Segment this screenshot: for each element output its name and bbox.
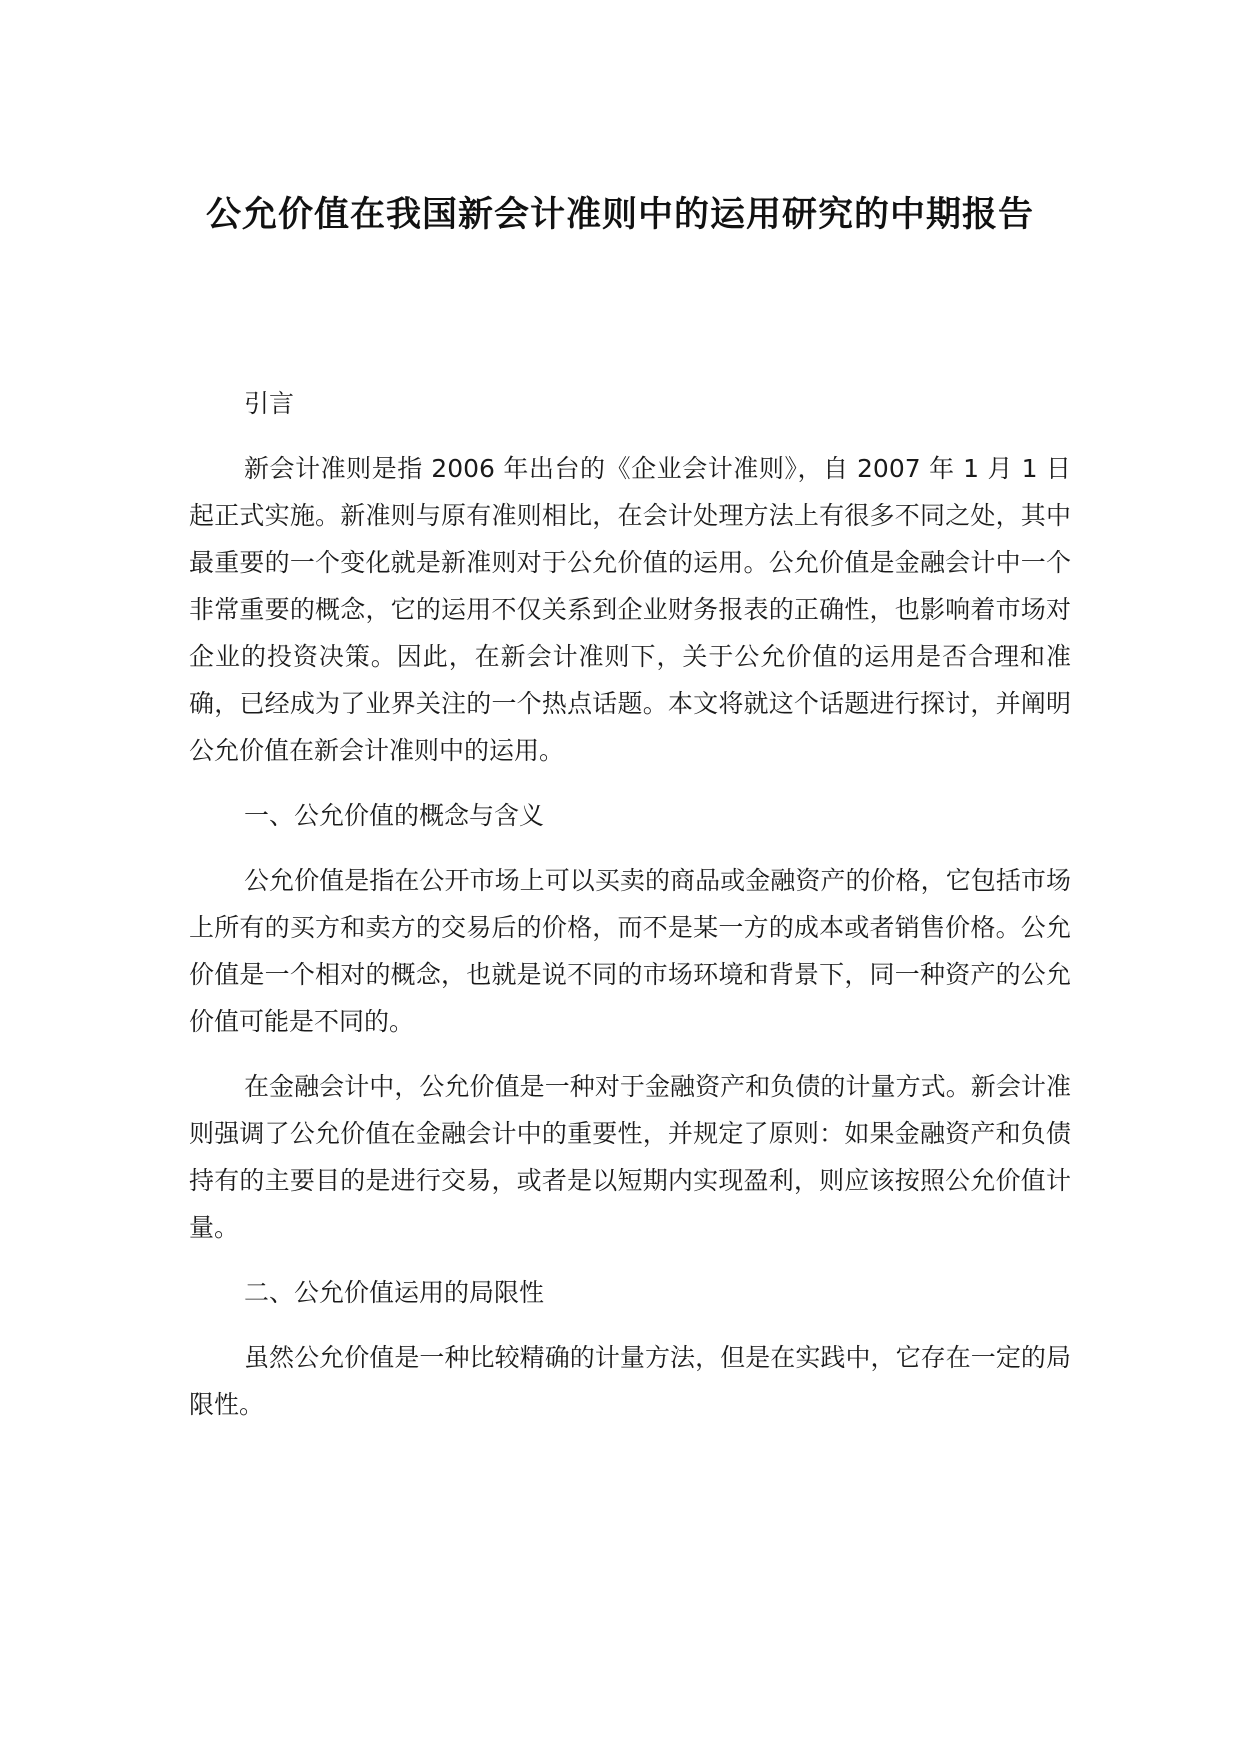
section1-paragraph-2: 在金融会计中，公允价值是一种对于金融资产和负债的计量方式。新会计准则强调了公允价值在金融会计中的重要性，并规定了原则：如果金融资产和负债持有的主要目的是进行交易，或者是以短期内实现盈利，则应该按照公允价值计量。 <box>189 1072 1071 1242</box>
intro-paragraph: 新会计准则是指 2006 年出台的《企业会计准则》，自 2007 年 1 月 1 日起正式实施。新准则与原有准则相比，在会计处理方法上有很多不同之处，其中最重要的一个变化就是新准则对于公允价值的运用。公允价值是金融会计中一个非常重要的概念，它的运用不仅关系到企业财务报表的正确性，也影响着市场对企业的投资决策。因此，在新会计准则下，关于公允价值的运用是否合理和准确，已经成为了业界关注的一个热点话题。本文将就这个话题进行探讨，并阐明公允价值在新会计准则中的运用。 <box>189 454 1071 765</box>
document-body <box>189 380 1071 1446</box>
section2-heading: 二、公允价值运用的局限性 <box>244 1278 545 1307</box>
section2-paragraph-1: 虽然公允价值是一种比较精确的计量方法，但是在实践中，它存在一定的局限性。 <box>189 1343 1071 1419</box>
document-title: 公允价值在我国新会计准则中的运用研究的中期报告 <box>205 195 1034 235</box>
intro-heading: 引言 <box>244 389 295 418</box>
section1-paragraph-1: 公允价值是指在公开市场上可以买卖的商品或金融资产的价格，它包括市场上所有的买方和卖方的交易后的价格，而不是某一方的成本或者销售价格。公允价值是一个相对的概念，也就是说不同的市场环境和背景下，同一种资产的公允价值可能是不同的。 <box>189 866 1071 1036</box>
section1-heading: 一、公允价值的概念与含义 <box>244 801 545 830</box>
